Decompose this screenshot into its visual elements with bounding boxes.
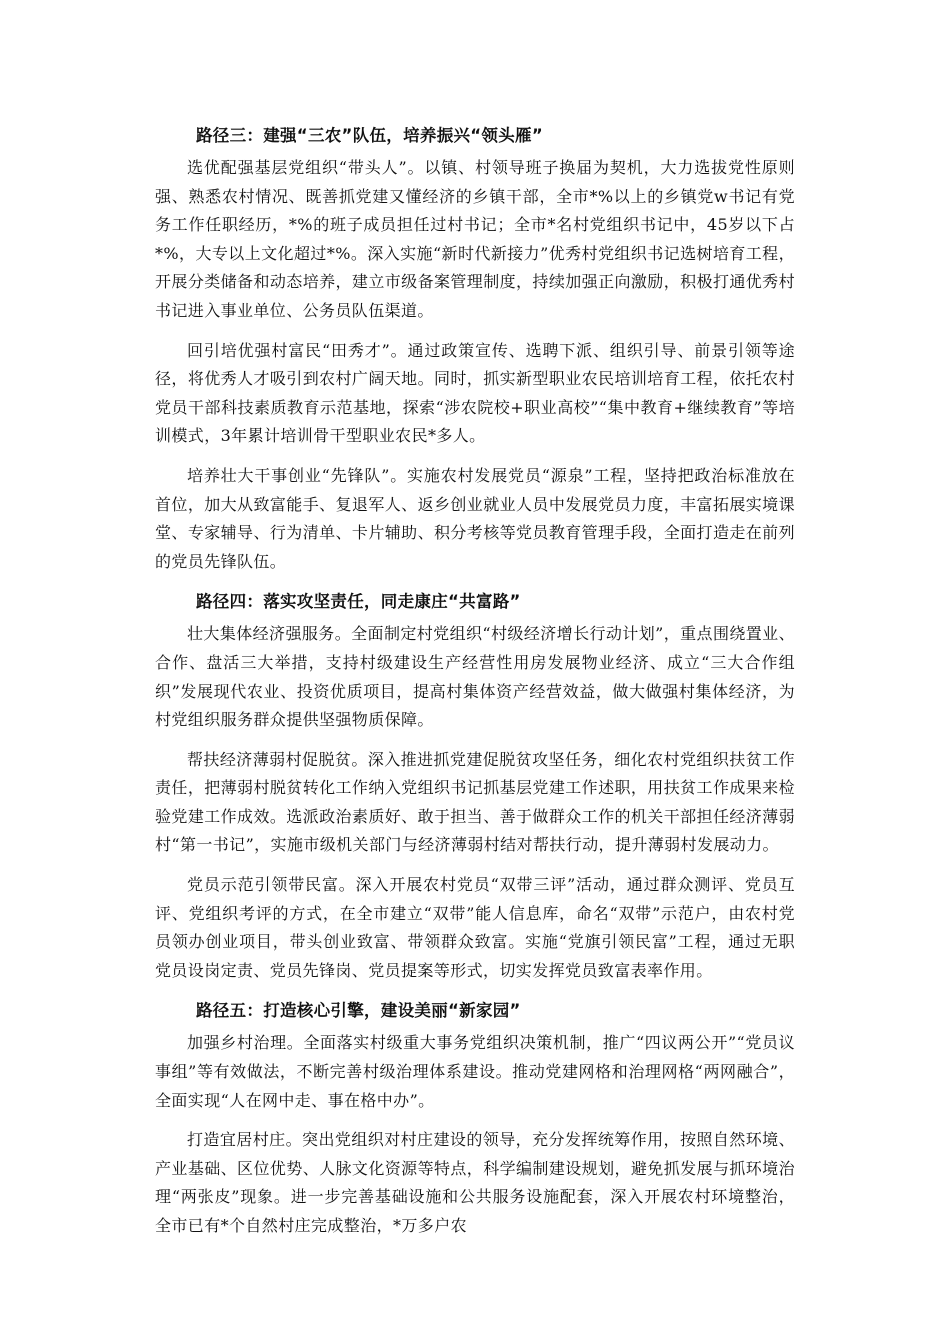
section-heading: 路径五：打造核心引擎，建设美丽“新家园”	[196, 1001, 521, 1021]
paragraph: 打造宜居村庄。突出党组织对村庄建设的领导，充分发挥统筹作用，按照自然环境、产业基础、区位优势、人脉文化资源等特点，科学编制建设规划，避免抓发展与抓环境治理“两张皮”现象。进一步完善基础设施和公共服务设施配套，深入开展农村环境整治，全市已有*个自然村庄完成整治，*万多户农	[155, 1130, 795, 1235]
section-path-three	[155, 121, 795, 576]
paragraph: 党员示范引领带民富。深入开展农村党员“双带三评”活动，通过群众测评、党员互评、党组织考评的方式，在全市建立“双带”能人信息库，命名“双带”示范户，由农村党员领办创业项目，带头创业致富、带领群众致富。实施“党旗引领民富”工程，通过无职党员设岗定责、党员先锋岗、党员提案等形式，切实发挥党员致富表率作用。	[155, 875, 795, 980]
paragraph: 回引培优强村富民“田秀才”。通过政策宣传、选聘下派、组织引导、前景引领等途径，将优秀人才吸引到农村广阔天地。同时，抓实新型职业农民培训培育工程，依托农村党员干部科技素质教育示范基地，探索“涉农院校+职业高校”“集中教育+继续教育”等培训模式，3年累计培训骨干型职业农民*多人。	[155, 340, 795, 446]
document-body	[155, 121, 795, 1252]
section-heading: 路径四：落实攻坚责任，同走康庄“共富路”	[196, 592, 521, 612]
paragraph: 选优配强基层党组织“带头人”。以镇、村领导班子换届为契机，大力选拔党性原则强、熟悉农村情况、既善抓党建又懂经济的乡镇干部，全市*%以上的乡镇党w书记有党务工作任职经历，*%的班子成员担任过村书记；全市*名村党组织书记中，45岁以下占*%，大专以上文化超过*%。深入实施“新时代新接力”优秀村党组织书记选树培育工程，开展分类储备和动态培养，建立市级备案管理制度，持续加强正向激励，积极打通优秀村书记进入事业单位、公务员队伍渠道。	[155, 158, 795, 320]
section-path-five	[155, 996, 795, 1240]
paragraph: 帮扶经济薄弱村促脱贫。深入推进抓党建促脱贫攻坚任务，细化农村党组织扶贫工作责任，把薄弱村脱贫转化工作纳入党组织书记抓基层党建工作述职，用扶贫工作成果来检验党建工作成效。选派政治素质好、敢于担当、善于做群众工作的机关干部担任经济薄弱村“第一书记”，实施市级机关部门与经济薄弱村结对帮扶行动，提升薄弱村发展动力。	[155, 749, 795, 855]
section-heading: 路径三：建强“三农”队伍，培养振兴“领头雁”	[196, 126, 543, 145]
paragraph: 加强乡村治理。全面落实村级重大事务党组织决策机制，推广“四议两公开”“党员议事组”等有效做法，不断完善村级治理体系建设。推动党建网格和治理网格“两网融合”，全面实现“人在网中走、事在格中办”。	[155, 1033, 795, 1110]
section-path-four	[155, 587, 795, 985]
paragraph: 培养壮大干事创业“先锋队”。实施农村发展党员“源泉”工程，坚持把政治标准放在首位，加大从致富能手、复退军人、返乡创业就业人员中发展党员力度，丰富拓展实境课堂、专家辅导、行为清单、卡片辅助、积分考核等党员教育管理手段，全面打造走在前列的党员先锋队伍。	[155, 465, 795, 571]
paragraph: 壮大集体经济强服务。全面制定村党组织“村级经济增长行动计划”，重点围绕置业、合作、盘活三大举措，支持村级建设生产经营性用房发展物业经济、成立“三大合作组织”发展现代农业、投资优质项目，提高村集体资产经营效益，做大做强村集体经济，为村党组织服务群众提供坚强物质保障。	[155, 624, 795, 730]
